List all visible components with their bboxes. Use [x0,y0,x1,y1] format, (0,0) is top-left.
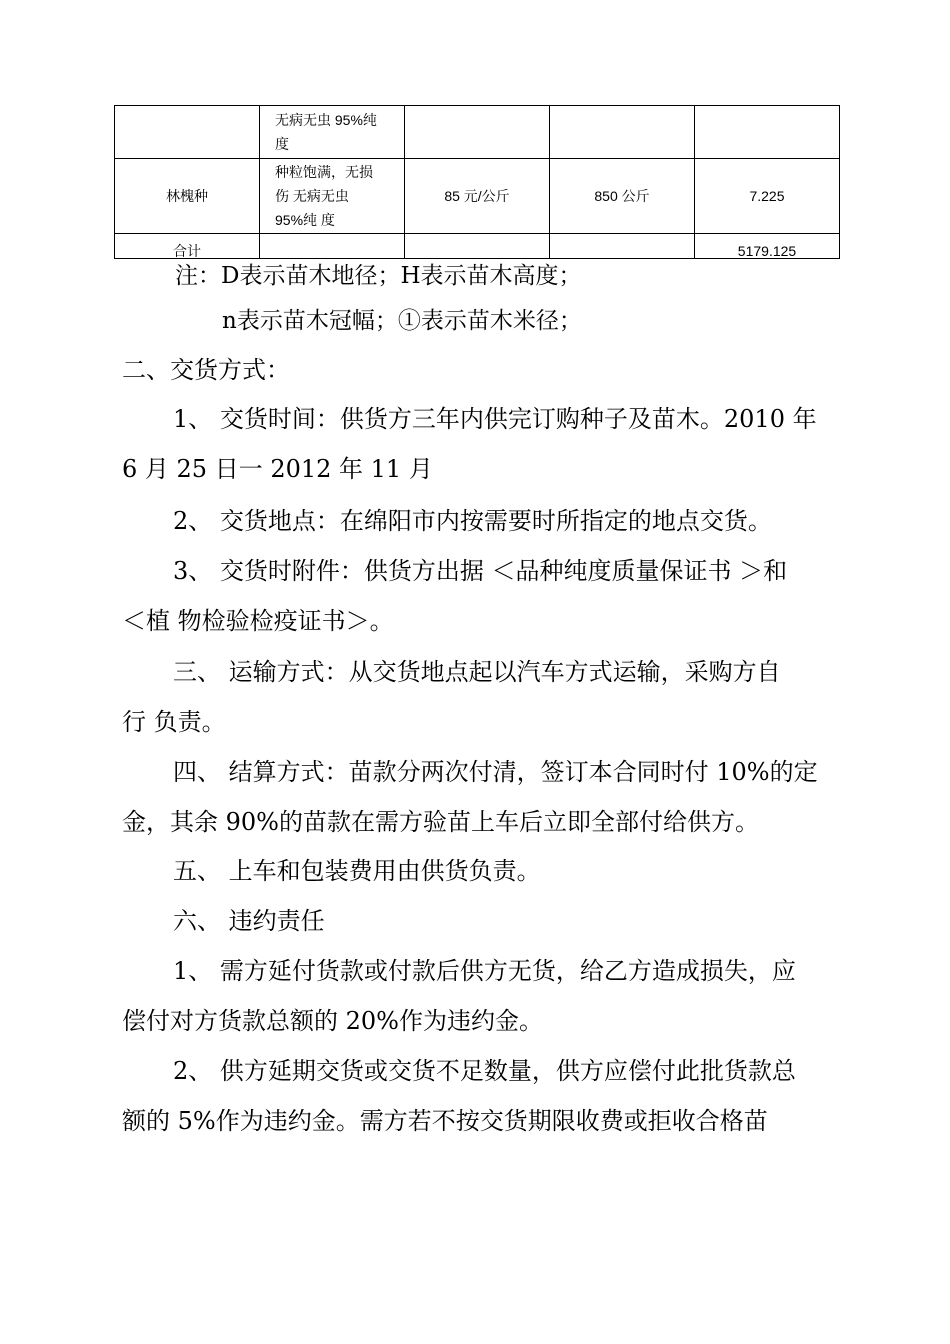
quantity-cell [550,106,695,159]
paragraph-line: 6 月 25 日一 2012 年 11 月 [122,455,433,483]
note-line: n表示苗木冠幅；①表示苗木米径； [222,308,582,334]
quality-text: 无病无虫 95%纯 [275,112,377,128]
quality-text: 度 [275,136,289,152]
section-heading: 二、交货方式： [122,356,290,384]
paragraph-line: 三、 运输方式：从交货地点起以汽车方式运输，采购方自 [173,658,781,686]
paragraph-line: 1、 交货时间：供货方三年内供完订购种子及苗木。2010 年 [173,405,817,433]
paragraph-line: 1、 需方延付货款或付款后供方无货，给乙方造成损失，应 [173,957,796,985]
quality-cell [260,106,405,159]
quantity-cell: 850 公斤 [550,159,695,234]
total-value: 5179.125 [695,234,840,259]
price-cell: 85 元/公斤 [405,159,550,234]
table-row [115,159,840,234]
table-row [115,106,840,159]
amount-cell: 7.225 [695,159,840,234]
variety-cell: 林槐种 [115,159,260,234]
paragraph-line: 五、 上车和包装费用由供货负责。 [173,857,541,885]
quality-text: 95%纯 度 [275,212,335,228]
paragraph-line: 3、 交货时附件：供货方出据 ＜品种纯度质量保证书 ＞和 [173,557,788,585]
quality-text: 种粒饱满，无损 [275,164,373,180]
quality-text: 伤 无病无虫 [275,188,349,204]
amount-cell [695,106,840,159]
paragraph-line: 金，其余 90%的苗款在需方验苗上车后立即全部付给供方。 [122,808,759,836]
empty-cell [550,234,695,259]
quality-cell [260,159,405,234]
empty-cell [260,234,405,259]
price-cell [405,106,550,159]
paragraph-line: 偿付对方货款总额的 20%作为违约金。 [122,1007,543,1035]
variety-cell [115,106,260,159]
paragraph-line: 2、 供方延期交货或交货不足数量，供方应偿付此批货款总 [173,1057,796,1085]
paragraph-line: 四、 结算方式：苗款分两次付清，签订本合同时付 10%的定 [173,758,818,786]
paragraph-line: 行 负责。 [122,708,226,736]
paragraph-line: ＜植 物检验检疫证书＞。 [122,607,394,635]
empty-cell [405,234,550,259]
paragraph-line: 2、 交货地点：在绵阳市内按需要时所指定的地点交货。 [173,507,772,535]
note-line: 注：D表示苗木地径；H表示苗木高度； [175,263,582,289]
section-heading: 六、 违约责任 [173,907,325,935]
seed-price-table [114,105,840,259]
paragraph-line: 额的 5%作为违约金。需方若不按交货期限收费或拒收合格苗 [122,1107,768,1135]
total-label: 合计 [115,234,260,259]
table-total-row [115,234,840,259]
